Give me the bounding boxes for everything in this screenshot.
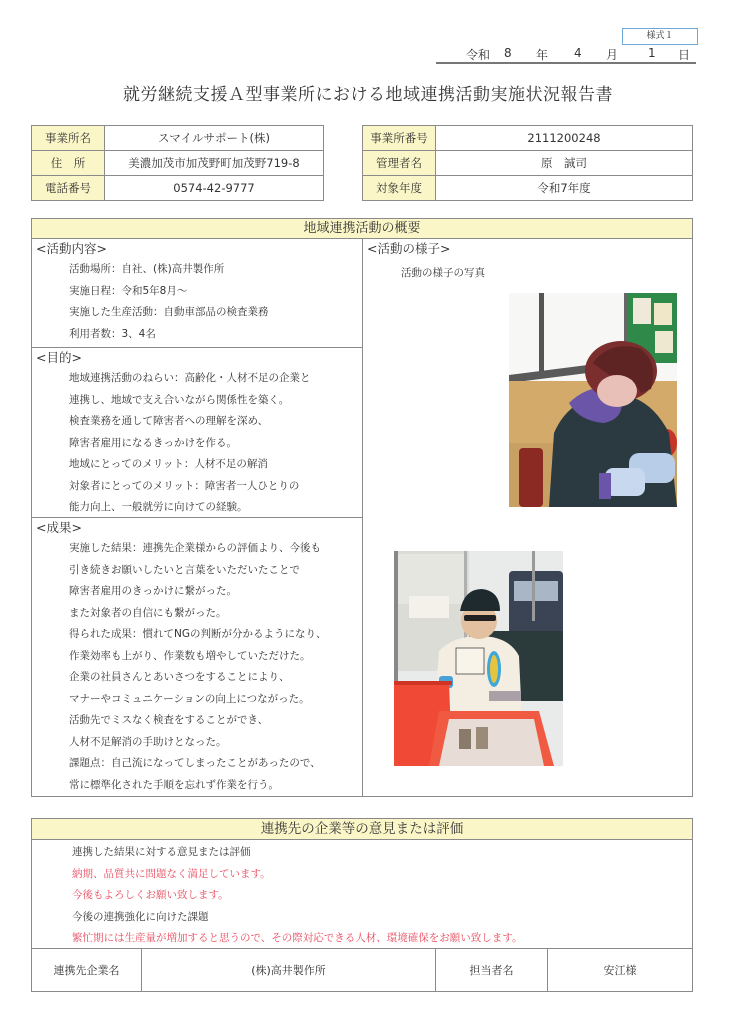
results-line: 常に標準化された手順を忘れず作業を行う。	[69, 778, 279, 791]
results-line: 課題点：自己流になってしまったことがあったので、	[69, 757, 321, 769]
date-year-unit: 年	[536, 48, 549, 62]
results-line: マナーやコミュニケーションの向上につながった。	[69, 692, 310, 705]
content-line: 活動場所：自社、(株)高井製作所	[69, 263, 225, 275]
info-label: 電話番号	[32, 176, 105, 201]
date-era: 令和	[466, 48, 491, 62]
evaluation-header: 連携先の企業等の意見または評価	[32, 819, 692, 840]
activity-photo-worker-inspecting	[509, 293, 677, 507]
purpose-section	[32, 348, 362, 518]
info-value: スマイルサポート(株)	[105, 126, 324, 151]
section-heading: <目的>	[36, 350, 82, 365]
partner-company-label: 連携先企業名	[32, 949, 142, 992]
activity-content-section	[32, 239, 362, 348]
content-line: 実施日程：令和5年8月～	[69, 284, 188, 297]
content-line: 実施した生産活動：自動車部品の検査業務	[69, 306, 269, 318]
info-value: 美濃加茂市加茂野町加茂野719-8	[105, 151, 324, 176]
evaluation-comment: 納期、品質共に問題なく満足しています。	[72, 867, 271, 880]
overview-header: 地域連携活動の概要	[32, 219, 692, 239]
info-value: 原 誠司	[436, 151, 693, 176]
overview-right-column	[363, 239, 692, 796]
partner-info-table	[31, 948, 693, 992]
partner-company-value: (株)高井製作所	[142, 949, 436, 992]
partner-row	[32, 949, 693, 992]
info-row	[363, 151, 693, 176]
evaluation-subheading: 今後の連携強化に向けた課題	[72, 910, 209, 923]
date-month: 4	[574, 46, 582, 60]
office-info-table	[31, 125, 324, 201]
info-label: 事業所番号	[363, 126, 436, 151]
evaluation-lines	[32, 840, 692, 950]
purpose-line: 連携し、地域で支え合いながら関係性を築く。	[69, 393, 290, 406]
info-row	[32, 151, 324, 176]
date-month-unit: 月	[606, 48, 619, 62]
section-heading: <活動の様子>	[367, 241, 451, 256]
results-line: 作業効率も上がり、作業数も増やしていただけた。	[69, 649, 311, 662]
info-label: 対象年度	[363, 176, 436, 201]
info-label: 管理者名	[363, 151, 436, 176]
purpose-line: 能力向上、一般就労に向けての経験。	[69, 501, 248, 513]
info-label: 事業所名	[32, 126, 105, 151]
activity-overview-section	[31, 218, 693, 797]
results-line: 人材不足解消の手助けとなった。	[69, 735, 227, 748]
report-date	[436, 44, 696, 64]
content-line: 利用者数：3、4名	[69, 327, 156, 340]
date-day-unit: 日	[678, 48, 691, 62]
info-value: 2111200248	[436, 126, 693, 151]
purpose-line: 対象者にとってのメリット：障害者一人ひとりの	[69, 479, 300, 492]
info-label: 住 所	[32, 151, 105, 176]
partner-contact-value: 安江様	[548, 949, 693, 992]
form-number-badge: 様式１	[622, 28, 698, 45]
partner-evaluation-section	[31, 818, 693, 992]
purpose-line: 地域にとってのメリット：人材不足の解消	[69, 458, 268, 470]
date-year: 8	[504, 46, 512, 60]
info-row	[32, 176, 324, 201]
results-section	[32, 518, 362, 796]
office-id-table	[362, 125, 693, 201]
results-line: また対象者の自信にも繋がった。	[69, 606, 227, 619]
page-title: 就労継続支援Ａ型事業所における地域連携活動実施状況報告書	[123, 85, 613, 105]
results-line: 企業の社員さんとあいさつをすることにより、	[69, 671, 290, 683]
evaluation-comment: 繁忙期には生産量が増加すると思うので、その際対応できる人材、環境確保をお願い致します。	[72, 932, 523, 944]
results-line: 活動先でミスなく検査をすることができ、	[69, 714, 269, 726]
activity-photo-worker-sorting-parts	[394, 551, 563, 766]
purpose-line: 地域連携活動のねらい：高齢化・人材不足の企業と	[69, 372, 311, 384]
results-line: 実施した結果：連携先企業様からの評価より、今後も	[69, 542, 321, 554]
info-row	[363, 126, 693, 151]
results-line: 障害者雇用のきっかけに繋がった。	[69, 585, 237, 597]
info-row	[32, 126, 324, 151]
results-line: 引き続きお願いしたいと言葉をいただいたことで	[69, 563, 300, 576]
partner-contact-label: 担当者名	[436, 949, 548, 992]
date-day: 1	[648, 46, 656, 60]
evaluation-subheading: 連携した結果に対する意見または評価	[72, 846, 251, 858]
photo-caption: 活動の様子の写真	[401, 267, 485, 279]
section-heading: <成果>	[36, 520, 82, 535]
purpose-line: 検査業務を通して障害者への理解を深め、	[69, 415, 269, 427]
info-value: 0574-42-9777	[105, 176, 324, 201]
results-line: 得られた成果：慣れてNGの判断が分かるようになり、	[69, 628, 327, 640]
evaluation-comment: 今後もよろしくお願い致します。	[72, 889, 229, 901]
purpose-line: 障害者雇用になるきっかけを作る。	[69, 436, 237, 449]
section-heading: <活動内容>	[36, 241, 107, 256]
overview-left-column	[32, 239, 363, 796]
info-row	[363, 176, 693, 201]
info-value: 令和7年度	[436, 176, 693, 201]
